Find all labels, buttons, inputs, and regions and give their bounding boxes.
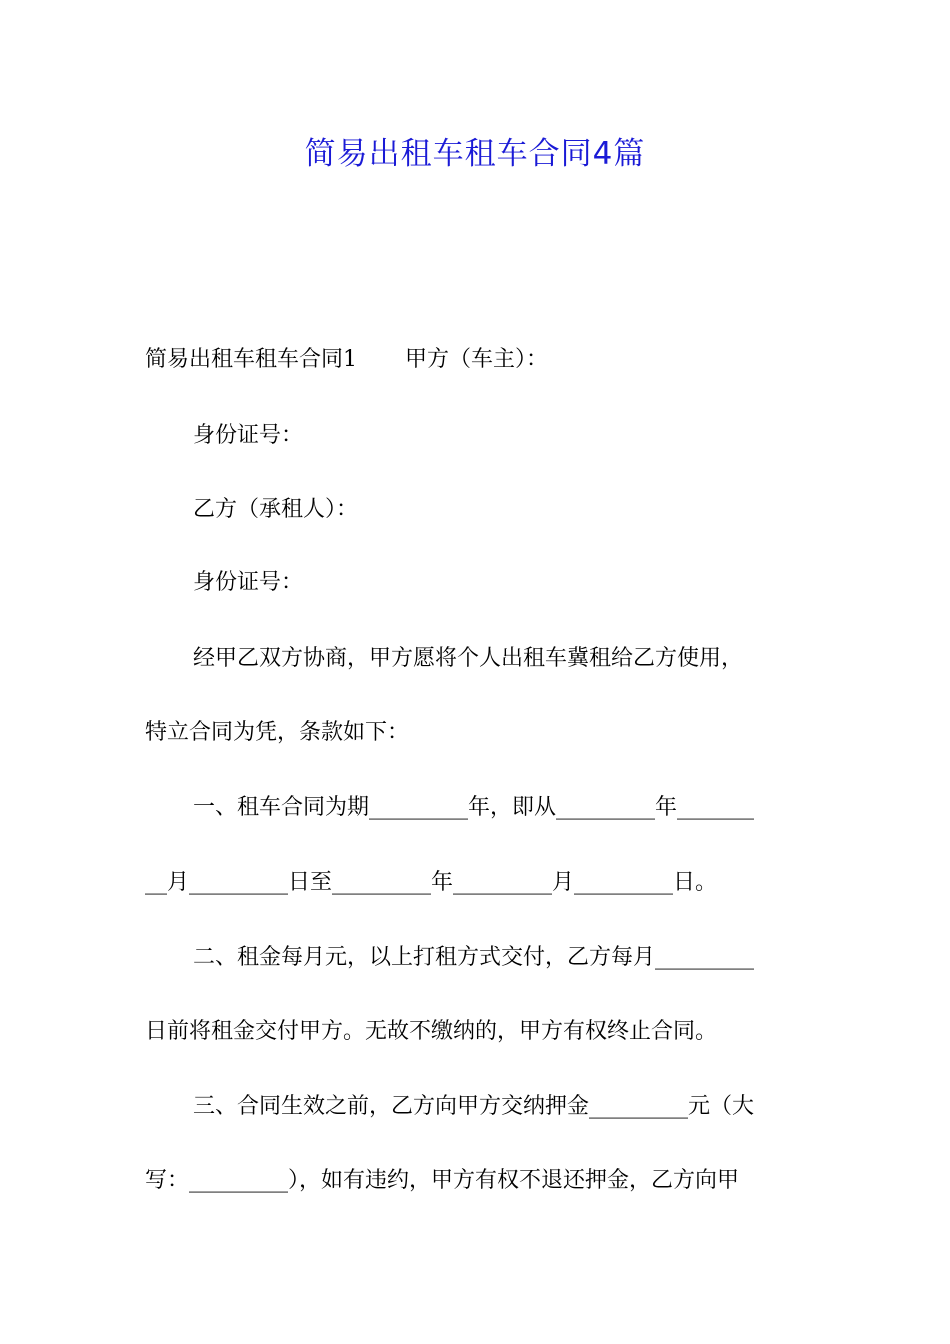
clause-2-line-1: 二、租金每月元，以上打租方式交付，乙方每月_________: [193, 945, 755, 970]
party-a-label: 甲方（车主）：: [405, 347, 549, 372]
paragraph-intro-line-2: 特立合同为凭，条款如下：: [145, 720, 410, 745]
clause-1-line-2: __月_________日至_________年_________月_________日。: [145, 870, 718, 895]
clause-3-line-2: 写：_________），如有违约，甲方有权不退还押金，乙方向甲: [145, 1168, 740, 1193]
party-a-id-line: 身份证号：: [193, 423, 304, 448]
contract-number-label: 简易出租车租车合同1: [145, 347, 357, 372]
clause-1-line-1: 一、租车合同为期_________年，即从_________年_______: [193, 795, 755, 820]
clause-3-line-1: 三、合同生效之前，乙方向甲方交纳押金_________元（大: [193, 1094, 755, 1119]
document-title: 简易出租车租车合同4篇: [304, 136, 646, 172]
contract-heading-line: [145, 345, 810, 375]
clause-2-line-2: 日前将租金交付甲方。无故不缴纳的，甲方有权终止合同。: [145, 1019, 718, 1044]
party-b-id-line: 身份证号：: [193, 570, 304, 595]
party-b-line: 乙方（承租人）：: [193, 497, 359, 522]
paragraph-intro-line-1: 经甲乙双方协商，甲方愿将个人出租车冀租给乙方使用，: [193, 646, 744, 671]
